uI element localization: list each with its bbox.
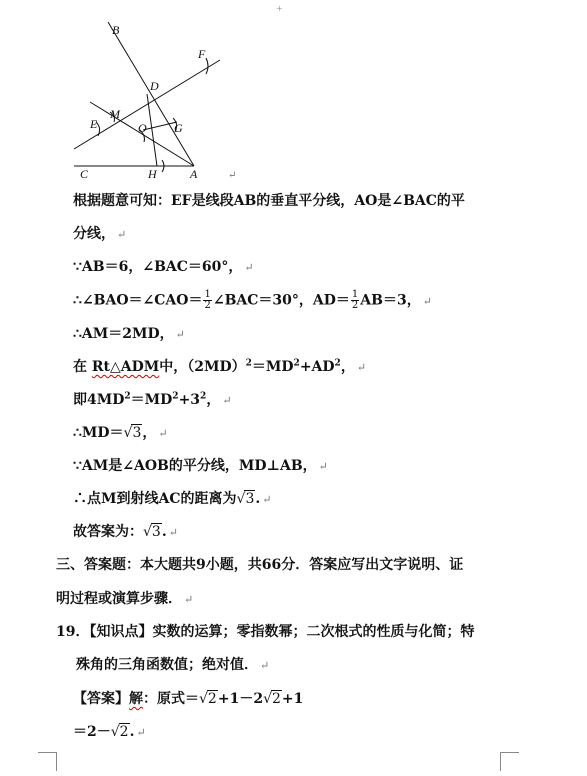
line-text: ∴∠BAO＝∠CAO＝ <box>73 292 203 309</box>
line-text: . <box>161 524 167 540</box>
label-d: D <box>150 79 159 93</box>
sqrt: √3 <box>123 425 142 441</box>
paragraph-mark: ↵ <box>422 294 432 308</box>
text-line <box>73 325 185 344</box>
line-text: +3 <box>178 392 201 408</box>
label-h: H <box>148 167 157 181</box>
label-m: M <box>110 107 120 121</box>
superscript: 2 <box>334 358 341 369</box>
radicand: 2 <box>207 691 217 707</box>
text-line <box>76 656 269 675</box>
radicand: 3 <box>132 425 142 441</box>
line-text: ∠BAC＝30°，AD＝ <box>212 292 350 309</box>
superscript: 2 <box>124 391 131 402</box>
line-text: . <box>129 724 135 740</box>
text-line <box>73 723 146 742</box>
arc-f <box>206 58 208 74</box>
line-text: ＝2－ <box>73 724 111 740</box>
section-heading <box>56 556 463 574</box>
paragraph-mark: ↵ <box>184 593 194 606</box>
fraction-denominator: 2 <box>204 300 211 311</box>
label-f: F <box>198 47 206 61</box>
text-line <box>73 424 168 443</box>
text-line <box>73 690 303 708</box>
superscript: 2 <box>200 391 207 402</box>
paragraph-mark: ↵ <box>318 460 328 473</box>
line-text: 中，（2MD） <box>159 359 246 375</box>
page-corner-bottom-right <box>500 752 519 771</box>
line-text: ， <box>142 425 157 441</box>
text-line <box>56 590 193 609</box>
line-ab <box>108 22 194 166</box>
line-text: ：原式＝ <box>143 691 199 707</box>
paragraph-mark: ↵ <box>222 394 232 407</box>
line-text: 【答案】 <box>73 691 129 707</box>
geometry-figure <box>60 14 260 184</box>
text-line <box>73 258 254 277</box>
label-e: E <box>90 117 98 131</box>
fraction <box>351 290 359 311</box>
line-text: ∴AM＝2MD， <box>73 326 174 342</box>
radicand: 2 <box>271 691 281 707</box>
text-line <box>73 523 178 542</box>
line-text: ∴点M到射线AC的距离为 <box>73 491 237 507</box>
page-marker: + <box>276 4 283 13</box>
line-text: 故答案为： <box>73 524 143 540</box>
line-text: +AD <box>299 359 335 375</box>
line-ef <box>74 60 220 149</box>
text-line <box>73 391 232 410</box>
paragraph-mark: ↵ <box>262 493 272 506</box>
line-dh <box>147 94 157 166</box>
line-text: +1－2 <box>217 691 264 707</box>
spellcheck-text: Rt△ADM <box>91 359 160 375</box>
line-text: 根据题意可知：EF是线段AB的垂直平分线，AO是∠BAC的平 <box>73 193 465 209</box>
superscript: 2 <box>172 391 179 402</box>
line-text: 明过程或演算步骤． <box>56 591 182 607</box>
label-a: A <box>190 167 198 181</box>
superscript: 2 <box>245 358 252 369</box>
fraction-denominator: 2 <box>351 300 359 311</box>
text-line <box>73 290 432 311</box>
line-text: ， <box>340 359 355 375</box>
paragraph-mark: ↵ <box>356 361 367 374</box>
line-text: ∴MD＝ <box>73 425 124 441</box>
line-text: ， <box>206 392 221 408</box>
sqrt: √2 <box>199 691 217 707</box>
radicand: 3 <box>245 491 255 507</box>
line-text: AB＝3， <box>360 292 421 309</box>
line-text: ∵AB＝6，∠BAC＝60°， <box>73 259 243 275</box>
label-c: C <box>80 167 89 181</box>
superscript: 2 <box>293 358 300 369</box>
label-g: G <box>174 121 183 135</box>
radicand: 3 <box>151 524 161 540</box>
line-text: +1 <box>281 691 304 707</box>
text-line <box>73 490 271 509</box>
question-heading <box>56 623 474 641</box>
paragraph-mark: ↵ <box>228 170 237 181</box>
line-text: 分线， <box>73 226 115 242</box>
line-text: 19．【知识点】实数的运算；零指数幂；二次根式的性质与化简；特 <box>56 624 475 640</box>
paragraph-mark: ↵ <box>260 659 270 672</box>
radicand: 2 <box>119 724 129 740</box>
text-line <box>73 358 366 377</box>
line-text: ＝MD <box>251 359 294 375</box>
page-corner-bottom-left <box>38 752 57 771</box>
line-text: ＝MD <box>130 392 173 408</box>
text-line <box>73 225 126 244</box>
text-line <box>73 192 465 210</box>
line-text: 即4MD <box>73 392 125 408</box>
text-line <box>73 457 328 476</box>
line-text: 三、答案题：本大题共9小题，共66分．答案应写出文字说明、证 <box>56 557 464 573</box>
line-text: . <box>255 491 261 507</box>
sqrt: √2 <box>263 691 281 707</box>
paragraph-mark: ↵ <box>158 427 168 440</box>
label-b: B <box>112 23 120 37</box>
sqrt: √2 <box>110 724 129 740</box>
spellcheck-text: 解 <box>129 691 143 707</box>
sqrt: √3 <box>236 491 255 507</box>
line-text: 殊角的三角函数值；绝对值． <box>76 657 258 673</box>
paragraph-mark: ↵ <box>117 228 127 241</box>
line-text: 在 <box>73 359 87 375</box>
paragraph-mark: ↵ <box>175 328 185 341</box>
paragraph-mark: ↵ <box>168 526 178 539</box>
line-text: ∵AM是∠AOB的平分线，MD⊥AB， <box>73 458 317 474</box>
fraction <box>203 290 211 311</box>
label-o: O <box>138 121 147 135</box>
paragraph-mark: ↵ <box>136 726 146 739</box>
fraction-numerator: 1 <box>351 289 359 300</box>
sqrt: √3 <box>143 524 161 540</box>
fraction-numerator: 1 <box>204 289 211 300</box>
paragraph-mark: ↵ <box>244 261 254 274</box>
